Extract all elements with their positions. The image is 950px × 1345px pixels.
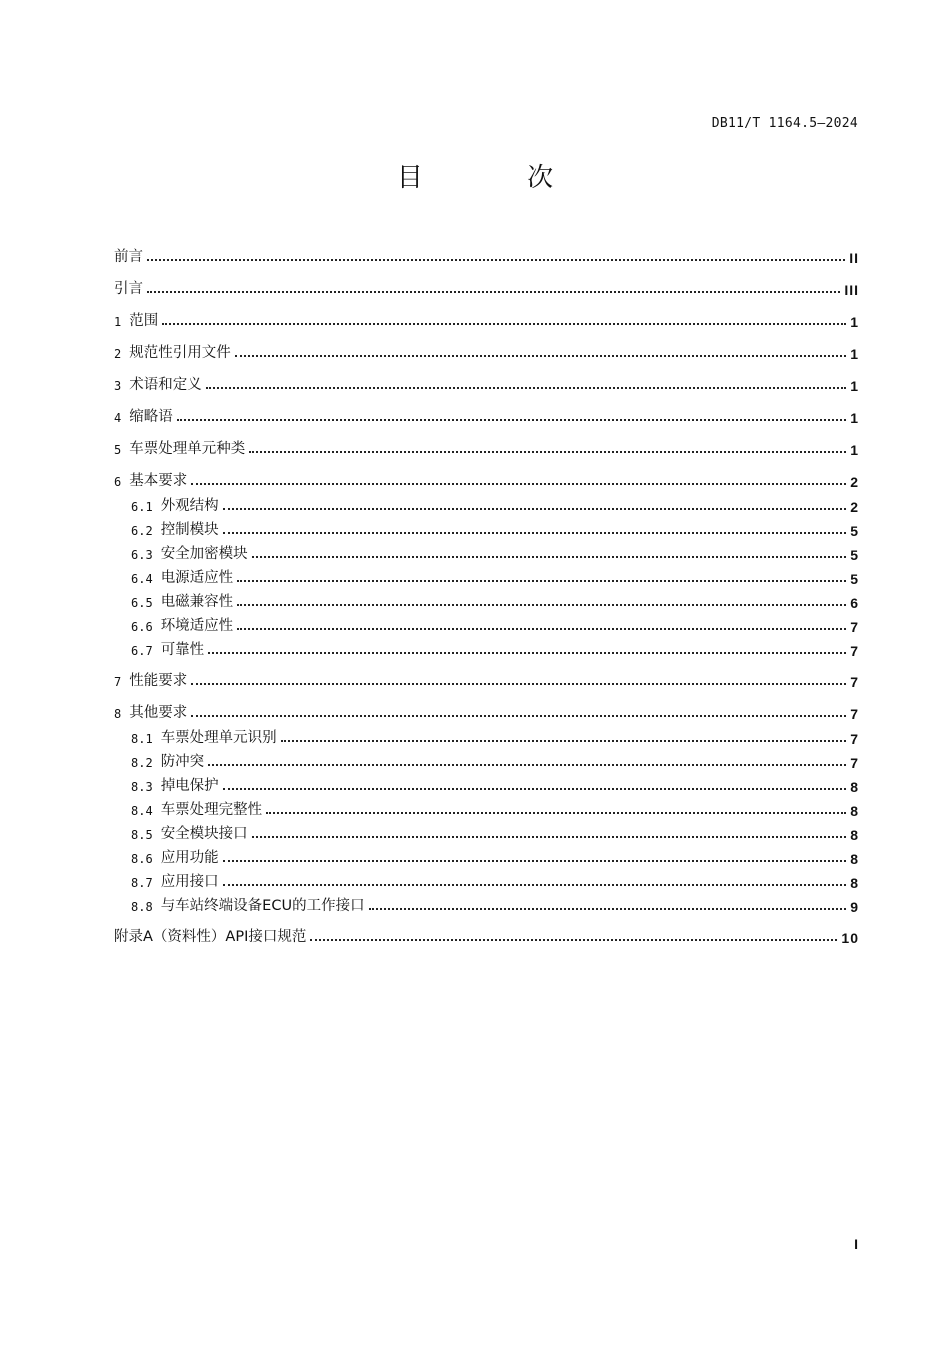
toc-entry-label: 控制模块 xyxy=(160,522,219,538)
toc-entry-heading xyxy=(114,822,248,843)
toc-entry[interactable] xyxy=(114,869,859,891)
toc-entry[interactable] xyxy=(114,372,859,394)
toc-entry-label: 性能要求 xyxy=(129,673,188,689)
toc-entry-number: 8.6 xyxy=(131,852,153,866)
toc-entry-page: 7 xyxy=(850,674,859,690)
toc-entry-label: 电磁兼容性 xyxy=(160,594,234,610)
toc-entry-label: 外观结构 xyxy=(160,498,219,514)
toc-entry-number: 6.5 xyxy=(131,596,153,610)
toc-entry-number: 6 xyxy=(114,475,122,489)
toc-entry[interactable] xyxy=(114,845,859,867)
toc-entry[interactable] xyxy=(114,308,859,330)
toc-entry-number: 8.3 xyxy=(131,780,153,794)
toc-entry-label: 基本要求 xyxy=(129,473,188,489)
toc-leader-dots xyxy=(223,884,847,886)
toc-entry[interactable] xyxy=(114,436,859,458)
toc-entry-number: 6.4 xyxy=(131,572,153,586)
toc-entry-number: 7 xyxy=(114,675,122,689)
toc-entry-page: 1 xyxy=(850,410,859,426)
toc-entry-number: 8.7 xyxy=(131,876,153,890)
toc-entry-label: 车票处理完整性 xyxy=(160,802,263,818)
toc-entry-label: 缩略语 xyxy=(129,409,173,425)
toc-leader-dots xyxy=(223,788,847,790)
toc-leader-dots xyxy=(252,836,847,838)
toc-entry-heading xyxy=(114,638,204,659)
toc-entry-label: 掉电保护 xyxy=(160,778,219,794)
toc-entry-heading xyxy=(114,373,202,394)
toc-leader-dots xyxy=(223,508,847,510)
toc-entry-number: 4 xyxy=(114,411,122,425)
toc-entry-heading xyxy=(114,437,245,458)
toc-entry-page: 5 xyxy=(850,523,859,539)
toc-leader-dots xyxy=(208,764,846,766)
toc-entry-number: 8.8 xyxy=(131,900,153,914)
toc-entry-number: 6.7 xyxy=(131,644,153,658)
toc-entry-heading xyxy=(114,590,233,611)
toc-entry-page: 2 xyxy=(850,499,859,515)
toc-entry-heading xyxy=(114,542,248,563)
toc-entry-number: 6.2 xyxy=(131,524,153,538)
toc-entry-page: 1 xyxy=(850,378,859,394)
toc-entry-page: 5 xyxy=(850,547,859,563)
toc-entry-label: 范围 xyxy=(129,313,159,329)
toc-leader-dots xyxy=(237,604,846,606)
toc-entry-number: 8.5 xyxy=(131,828,153,842)
toc-entry-number: 6.3 xyxy=(131,548,153,562)
toc-entry-heading xyxy=(114,245,143,266)
toc-leader-dots xyxy=(252,556,847,558)
toc-entry-page: 7 xyxy=(850,731,859,747)
toc-entry-number: 8.2 xyxy=(131,756,153,770)
toc-entry[interactable] xyxy=(114,517,859,539)
toc-entry-label: 电源适应性 xyxy=(160,570,234,586)
toc-entry[interactable] xyxy=(114,565,859,587)
toc-entry-number: 3 xyxy=(114,379,122,393)
toc-entry[interactable] xyxy=(114,493,859,515)
toc-entry-page: 8 xyxy=(850,875,859,891)
toc-entry-page: III xyxy=(844,282,859,298)
toc-leader-dots xyxy=(191,483,846,485)
toc-leader-dots xyxy=(208,652,846,654)
toc-entry[interactable] xyxy=(114,749,859,771)
toc-entry-heading xyxy=(114,405,173,426)
toc-entry-label: 环境适应性 xyxy=(160,618,234,634)
toc-title: 目 次 xyxy=(396,163,602,193)
toc-entry-page: 2 xyxy=(850,474,859,490)
toc-entry-label: 安全模块接口 xyxy=(160,826,248,842)
toc-leader-dots xyxy=(237,628,846,630)
toc-leader-dots xyxy=(223,532,847,534)
toc-entry-heading xyxy=(114,750,204,771)
toc-entry-label: 车票处理单元种类 xyxy=(129,441,246,457)
toc-entry-page: 7 xyxy=(850,706,859,722)
toc-entry-heading xyxy=(114,894,365,915)
toc-entry-heading xyxy=(114,774,219,795)
toc-entry-page: 1 xyxy=(850,314,859,330)
toc-entry[interactable] xyxy=(114,924,859,946)
toc-entry-label: 其他要求 xyxy=(129,705,188,721)
toc-entry-heading xyxy=(114,566,233,587)
toc-leader-dots xyxy=(162,323,846,325)
toc-entry[interactable] xyxy=(114,541,859,563)
toc-leader-dots xyxy=(191,715,846,717)
toc-entry-label: 前言 xyxy=(114,249,143,265)
toc-entry-heading xyxy=(114,277,143,298)
toc-leader-dots xyxy=(266,812,846,814)
toc-entry[interactable] xyxy=(114,589,859,611)
toc-entry-label: 附录A（资料性）API接口规范 xyxy=(114,929,307,945)
toc-entry-page: 9 xyxy=(850,899,859,915)
toc-entry-heading xyxy=(114,846,219,867)
toc-entry-number: 8 xyxy=(114,707,122,721)
toc-entry[interactable] xyxy=(114,340,859,362)
toc-entry[interactable] xyxy=(114,468,859,490)
toc-entry-page: 7 xyxy=(850,619,859,635)
toc-entry[interactable] xyxy=(114,725,859,747)
toc-leader-dots xyxy=(147,259,845,261)
toc-entry[interactable] xyxy=(114,893,859,915)
toc-leader-dots xyxy=(191,683,846,685)
toc-entry-heading xyxy=(114,701,187,722)
toc-entry-page: 8 xyxy=(850,851,859,867)
toc-entry-page: 1 xyxy=(850,346,859,362)
toc-entry-heading xyxy=(114,518,219,539)
toc-entry-heading xyxy=(114,925,306,946)
toc-entry-page: 10 xyxy=(841,930,859,946)
toc-entry-label: 与车站终端设备ECU的工作接口 xyxy=(160,898,365,914)
toc-leader-dots xyxy=(310,939,837,941)
toc-leader-dots xyxy=(369,908,847,910)
toc-leader-dots xyxy=(206,387,846,389)
toc-entry[interactable] xyxy=(114,404,859,426)
toc-entry-heading xyxy=(114,798,262,819)
toc-entry-heading xyxy=(114,726,277,747)
toc-entry-label: 应用接口 xyxy=(160,874,219,890)
toc-entry-label: 安全加密模块 xyxy=(160,546,248,562)
toc-entry-heading xyxy=(114,669,187,690)
toc-entry-number: 8.1 xyxy=(131,732,153,746)
toc-entry[interactable] xyxy=(114,276,859,298)
toc-entry-heading xyxy=(114,469,187,490)
toc-entry-heading xyxy=(114,341,231,362)
toc-entry-heading xyxy=(114,494,219,515)
toc-leader-dots xyxy=(223,860,847,862)
toc-entry-page: 7 xyxy=(850,755,859,771)
toc-entry-number: 1 xyxy=(114,315,122,329)
toc-entry-page: 5 xyxy=(850,571,859,587)
toc-entry-heading xyxy=(114,309,158,330)
toc-entry-label: 可靠性 xyxy=(160,642,205,658)
toc-entry-page: 8 xyxy=(850,827,859,843)
toc-entry-label: 车票处理单元识别 xyxy=(160,730,277,746)
toc-entry-label: 应用功能 xyxy=(160,850,219,866)
toc-entry-page: 6 xyxy=(850,595,859,611)
toc-entry[interactable] xyxy=(114,668,859,690)
toc-entry[interactable] xyxy=(114,613,859,635)
page-number: I xyxy=(854,1236,858,1252)
toc-entry-heading xyxy=(114,614,233,635)
toc-entry-number: 2 xyxy=(114,347,122,361)
toc-leader-dots xyxy=(281,740,847,742)
toc-entry[interactable] xyxy=(114,773,859,795)
toc-entry-label: 防冲突 xyxy=(160,754,205,770)
toc-leader-dots xyxy=(237,580,846,582)
toc-entry-label: 规范性引用文件 xyxy=(129,345,231,361)
toc-entry[interactable] xyxy=(114,700,859,722)
toc-leader-dots xyxy=(235,355,846,357)
toc-entry-page: 8 xyxy=(850,803,859,819)
toc-entry-page: 7 xyxy=(850,643,859,659)
document-code: DB11/T 1164.5—2024 xyxy=(711,116,858,131)
toc-entry-number: 6.6 xyxy=(131,620,153,634)
toc-entry[interactable] xyxy=(114,244,859,266)
toc-entry[interactable] xyxy=(114,821,859,843)
toc-entry-label: 引言 xyxy=(114,281,143,297)
toc-entry-page: II xyxy=(849,250,859,266)
toc-leader-dots xyxy=(177,419,846,421)
toc-entry-heading xyxy=(114,870,219,891)
toc-leader-dots xyxy=(147,291,840,293)
toc-leader-dots xyxy=(249,451,846,453)
toc-entry-page: 1 xyxy=(850,442,859,458)
toc-entry-number: 8.4 xyxy=(131,804,153,818)
toc-entry-page: 8 xyxy=(850,779,859,795)
toc-entry-label: 术语和定义 xyxy=(129,377,202,393)
toc-entry[interactable] xyxy=(114,637,859,659)
toc-entry-number: 6.1 xyxy=(131,500,153,514)
toc-entry-number: 5 xyxy=(114,443,122,457)
toc-entry[interactable] xyxy=(114,797,859,819)
